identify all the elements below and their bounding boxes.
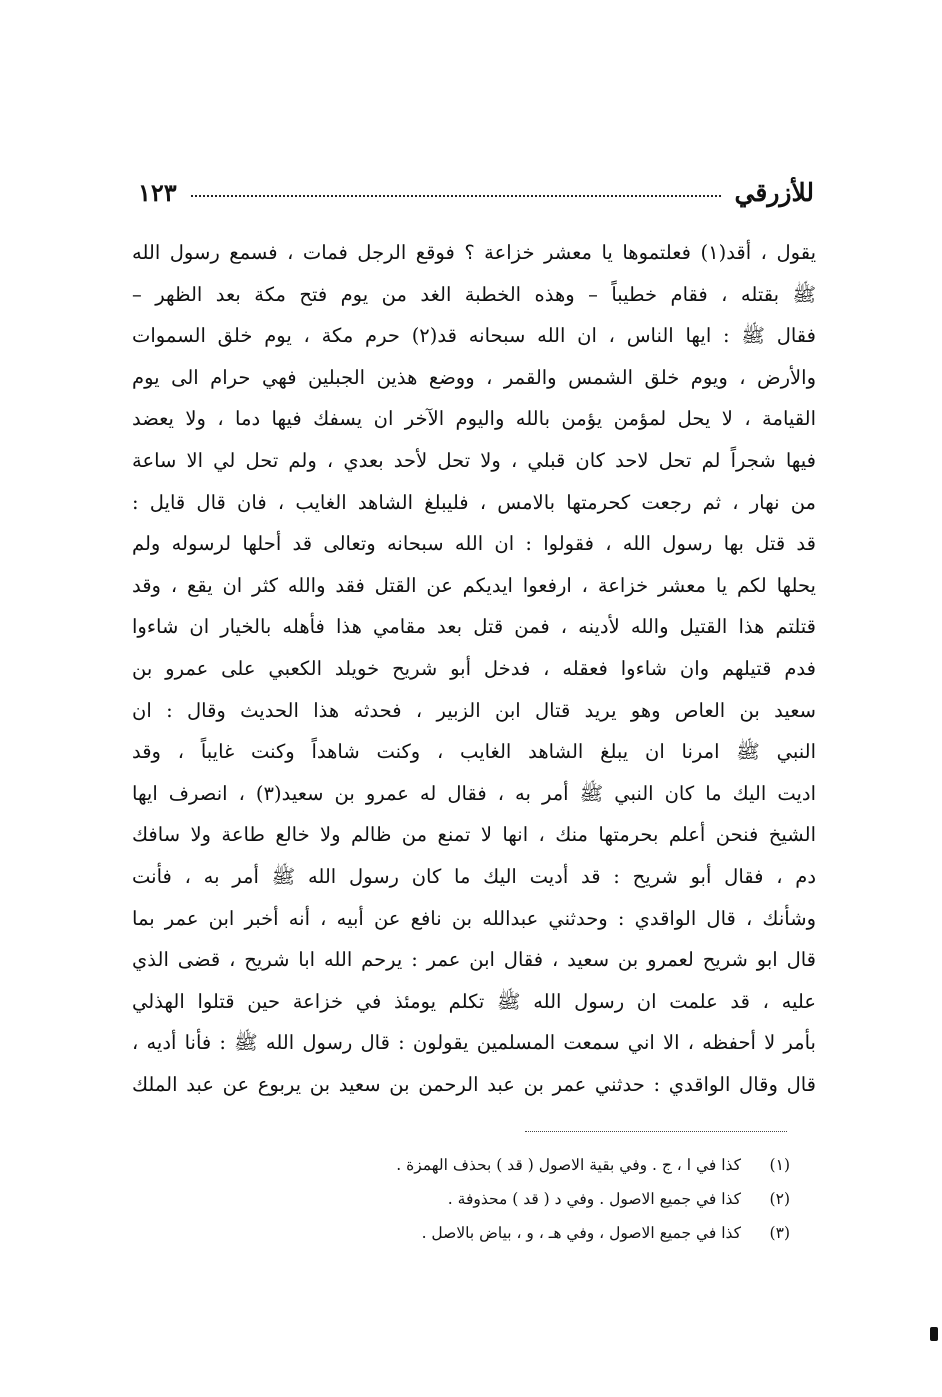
footnote-text: كذا في جميع الاصول . وفي د ( قد ) محذوفة . — [447, 1190, 742, 1208]
text-line: الشيخ فنحن أعلم بحرمتها منك ، انها لا تمنع من ظالم ولا خالع طاعة ولا سافك — [132, 823, 816, 847]
text-line: فيها شجراً لم تحل لاحد كان قبلي ، ولا تحل لأحد بعدي ، ولم تحل لي الا ساعة — [132, 448, 816, 472]
text-line: ﷺ بقتله ، فقام خطيباً – وهذه الخطبة الغد من يوم فتح مكة بعد الظهر – — [132, 282, 816, 306]
text-line: فقال ﷺ : ايها الناس ، ان الله سبحانه قد(٢) حرم مكة ، يوم خلق السموات — [132, 324, 816, 348]
page-number: ١٢٣ — [138, 177, 177, 207]
body-text — [132, 232, 816, 1105]
footnote-item — [230, 1216, 790, 1250]
footnotes — [230, 1148, 790, 1250]
text-line: قتلتم هذا القتيل والله لأدينه ، فمن قتل بعد مقامي هذا فأهله بالخيار ان شاءوا — [132, 615, 816, 639]
scan-edge-mark — [930, 1327, 938, 1341]
header-dotted-leader — [191, 195, 721, 197]
footnote-item — [230, 1148, 790, 1182]
footnote-number: (٢) — [769, 1190, 790, 1208]
text-line: سعيد بن العاص وهو يريد قتال ابن الزبير ، فحدثه هذا الحديث وقال : ان — [132, 698, 816, 722]
footnote-text: كذا في ا ، ج . وفي بقية الاصول ( قد ) بحذف الهمزة . — [396, 1156, 742, 1174]
text-line: قال وقال الواقدي : حدثني عمر بن عبد الرحمن بن سعيد بن يربوع عن عبد الملك — [132, 1072, 816, 1096]
text-line: فدم قتيلهم وان شاءوا فعقله ، فدخل أبو شريح خويلد الكعبي على عمرو بن — [132, 656, 816, 680]
text-line: يحلها لكم يا معشر خزاعة ، ارفعوا ايديكم عن القتل فقد والله كثر ان يقع ، وقد — [132, 573, 816, 597]
text-line: النبي ﷺ امرنا ان يبلغ الشاهد الغايب ، وكنت شاهداً وكنت غايباً ، وقد — [132, 740, 816, 764]
text-line: من نهار ، ثم رجعت كحرمتها بالامس ، فليبلغ الشاهد الغايب ، فان قال قايل : — [132, 490, 816, 514]
text-line: عليه ، قد علمت ان رسول الله ﷺ تكلم يومئذ في خزاعة حين قتلوا الهذلي — [132, 989, 816, 1013]
running-header — [138, 172, 814, 212]
text-line: قال ابو شريح لعمرو بن سعيد ، فقال ابن عمر : يرحم الله ابا شريح ، قضى الذي — [132, 948, 816, 972]
text-line: يقول ، أقد(١) فعلتموها يا معشر خزاعة ؟ فوقع الرجل فمات ، فسمع رسول الله — [132, 241, 816, 264]
text-line: دم ، فقال أبو شريح : قد أديت اليك ما كان رسول الله ﷺ أمر به ، فأنت — [132, 864, 816, 888]
text-line: والأرض ، ويوم خلق الشمس والقمر ، ووضع هذين الجبلين فهي حرام الى يوم — [132, 365, 816, 389]
text-line: وشأنك ، قال الواقدي : وحدثني عبدالله بن نافع عن أبيه ، أنه أخبر ابن عمر بما — [132, 906, 816, 930]
text-line: بأمر لا أحفظه ، الا اني سمعت المسلمين يقولون : قال رسول الله ﷺ : فأنا أديه ، — [132, 1031, 816, 1055]
running-title: للأزرقي — [734, 177, 814, 207]
footnote-item — [230, 1182, 790, 1216]
text-line: القيامة ، لا يحل لمؤمن يؤمن بالله واليوم الآخر ان يسفك فيها دما ، ولا يعضد — [132, 407, 816, 431]
footnote-number: (١) — [769, 1156, 790, 1174]
footnote-number: (٣) — [769, 1224, 790, 1242]
text-line: اديت اليك ما كان النبي ﷺ أمر به ، فقال له عمرو بن سعيد(٣) ، انصرف ايها — [132, 781, 816, 805]
footnote-separator — [525, 1131, 787, 1132]
text-line: قد قتل بها رسول الله ، فقولوا : ان الله سبحانه وتعالى قد أحلها لرسوله ولم — [132, 532, 816, 556]
footnote-text: كذا في جميع الاصول ، وفي هـ ، و ، بياض بالاصل . — [421, 1224, 742, 1242]
